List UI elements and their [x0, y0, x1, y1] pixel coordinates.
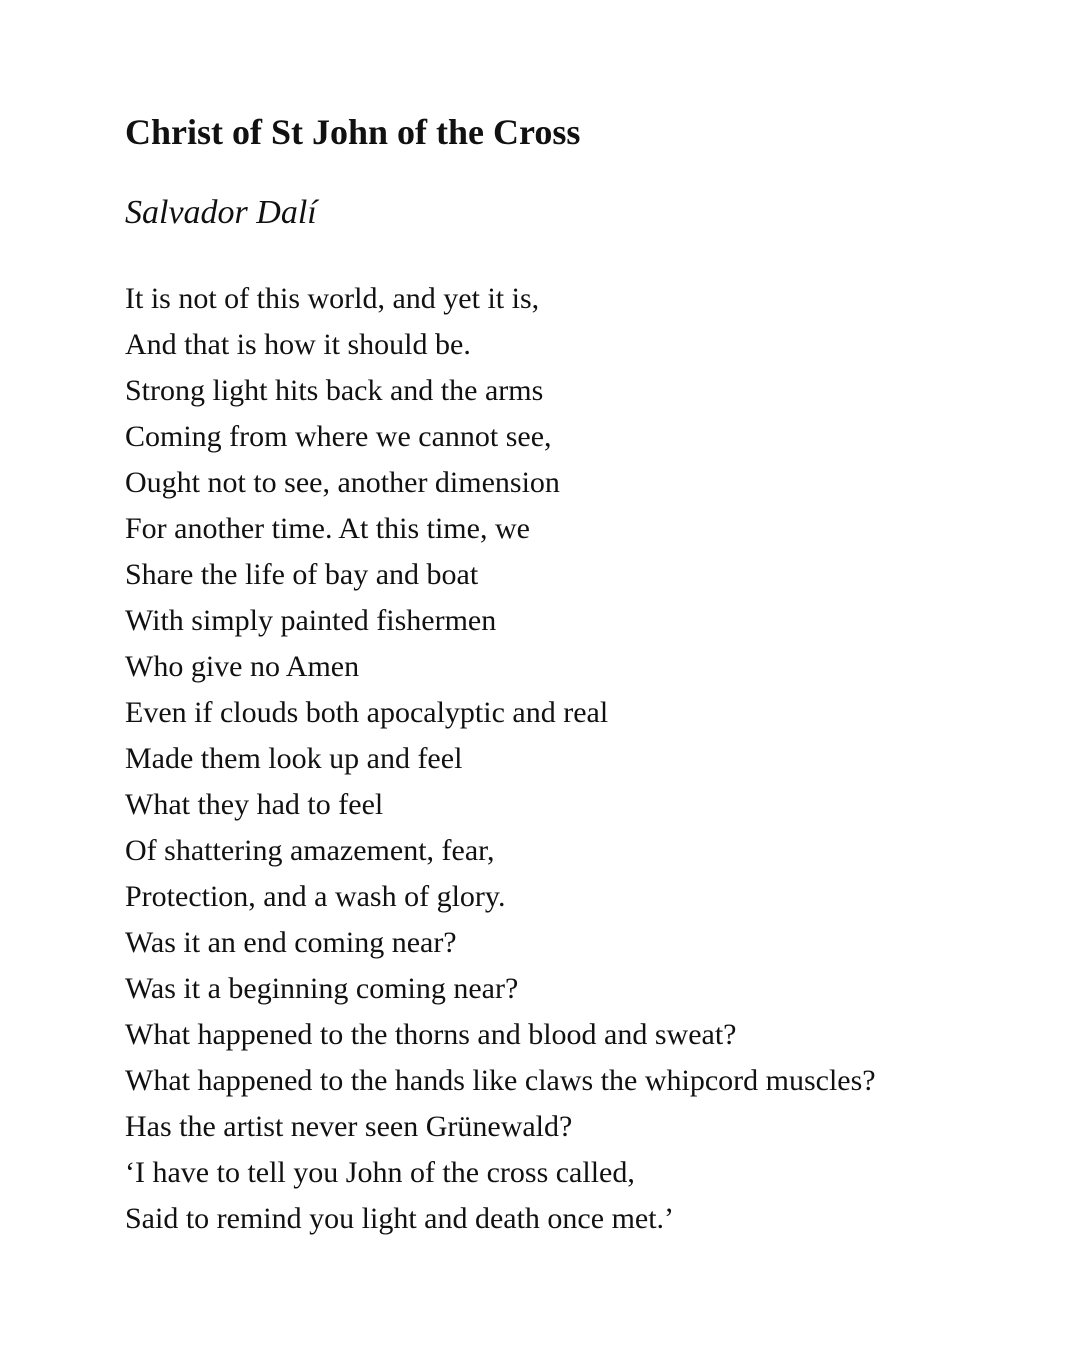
poem-line-1: It is not of this world, and yet it is,	[125, 282, 540, 315]
poem-lines	[125, 276, 1025, 1242]
poem-line-4: Coming from where we cannot see,	[125, 420, 552, 453]
poem-line-5: Ought not to see, another dimension	[125, 466, 560, 499]
poem-line-2: And that is how it should be.	[125, 328, 471, 361]
poem-line-7: Share the life of bay and boat	[125, 558, 479, 591]
poem-line-6: For another time. At this time, we	[125, 512, 530, 545]
poem-line-12: What they had to feel	[125, 788, 384, 821]
poem-line-11: Made them look up and feel	[125, 742, 463, 775]
poem-line-21: Said to remind you light and death once met.’	[125, 1202, 675, 1235]
poem-line-8: With simply painted fishermen	[125, 604, 497, 637]
poem-line-18: What happened to the hands like claws the whipcord muscles?	[125, 1064, 876, 1097]
poem-line-15: Was it an end coming near?	[125, 926, 457, 959]
poem-line-19: Has the artist never seen Grünewald?	[125, 1110, 573, 1143]
poem-title: Christ of St John of the Cross	[125, 112, 581, 152]
poem-line-16: Was it a beginning coming near?	[125, 972, 519, 1005]
poem-line-10: Even if clouds both apocalyptic and real	[125, 696, 609, 729]
poem-line-3: Strong light hits back and the arms	[125, 374, 544, 407]
poem-line-20: ‘I have to tell you John of the cross called,	[125, 1156, 635, 1189]
poem-line-13: Of shattering amazement, fear,	[125, 834, 495, 867]
poem-line-14: Protection, and a wash of glory.	[125, 880, 506, 913]
poem-line-17: What happened to the thorns and blood and sweat?	[125, 1018, 737, 1051]
poem-line-9: Who give no Amen	[125, 650, 360, 683]
poem-subtitle: Salvador Dalí	[125, 194, 317, 231]
